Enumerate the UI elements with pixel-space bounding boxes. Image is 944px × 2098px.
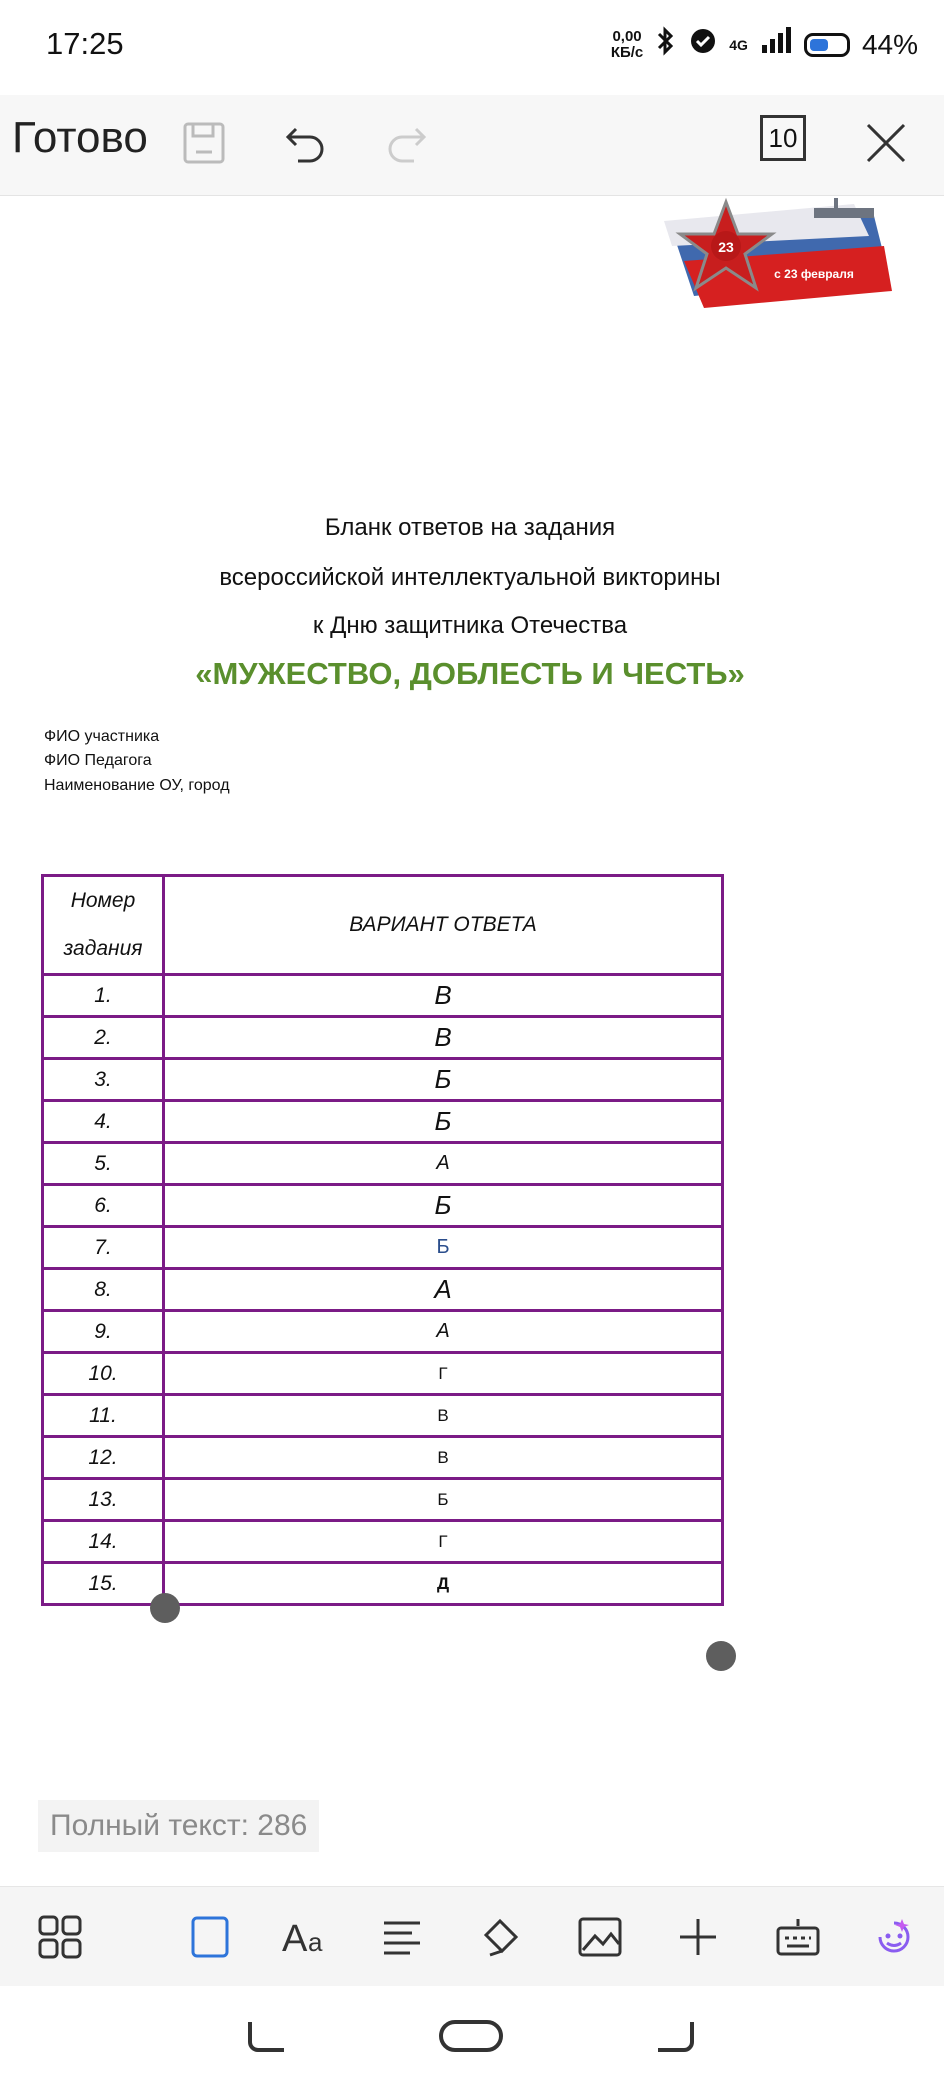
fio-teacher-label: ФИО Педагога [44,752,152,769]
title-line-1: Бланк ответов на задания [324,514,616,541]
status-bar [0,0,944,95]
network-type: 4G [729,36,748,53]
task-number[interactable]: 8. [43,1269,164,1311]
editor-toolbar [0,95,944,196]
network-speed-unit: КБ/с [610,43,644,61]
insert-image-icon[interactable] [574,1911,626,1963]
selection-handle-end[interactable] [706,1641,736,1671]
answer-cell[interactable]: Б [164,1227,723,1269]
table-row [43,1101,723,1143]
answer-cell[interactable]: Б [164,1479,723,1521]
document-page[interactable] [0,196,944,1886]
table-row [43,975,723,1017]
vpn-icon [689,27,717,62]
answer-cell[interactable]: А [164,1143,723,1185]
clock: 17:25 [46,26,124,61]
table-row [43,1059,723,1101]
table-row [43,1017,723,1059]
task-number[interactable]: 4. [43,1101,164,1143]
task-number[interactable]: 2. [43,1017,164,1059]
task-number[interactable]: 1. [43,975,164,1017]
close-icon[interactable] [858,115,914,171]
answer-cell[interactable]: Д [164,1563,723,1605]
header-answer[interactable]: ВАРИАНТ ОТВЕТА [164,876,723,975]
redo-icon[interactable] [378,115,434,171]
word-count-label: Полный текст: 286 [38,1800,319,1852]
table-row [43,1479,723,1521]
answer-cell[interactable]: Б [164,1101,723,1143]
page-count-button[interactable]: 10 [760,115,806,161]
task-number[interactable]: 12. [43,1437,164,1479]
fio-participant-label: ФИО участника [44,728,160,745]
network-speed-value: 0,00 [612,27,642,45]
battery-icon [804,33,850,57]
task-number[interactable]: 15. [43,1563,164,1605]
task-number[interactable]: 7. [43,1227,164,1269]
task-number[interactable]: 14. [43,1521,164,1563]
header-number-line-2: задания [63,937,143,960]
select-frame-icon[interactable] [184,1911,236,1963]
table-row [43,1227,723,1269]
table-row [43,1311,723,1353]
task-number[interactable]: 6. [43,1185,164,1227]
svg-text:23: 23 [718,239,734,255]
task-number[interactable]: 9. [43,1311,164,1353]
answer-cell[interactable]: Г [164,1353,723,1395]
signal-icon [760,27,792,62]
answer-cell[interactable]: Г [164,1521,723,1563]
table-row [43,1563,723,1605]
answer-cell[interactable]: А [164,1311,723,1353]
task-number[interactable]: 10. [43,1353,164,1395]
format-painter-icon[interactable] [474,1911,526,1963]
undo-icon[interactable] [278,115,334,171]
svg-text:A: A [282,1918,308,1959]
keyboard-icon[interactable] [772,1911,824,1963]
answer-cell[interactable]: В [164,1017,723,1059]
network-speed [611,29,643,61]
system-navigation-bar [0,1986,944,2098]
bluetooth-icon [655,26,677,63]
table-row [43,1521,723,1563]
answer-cell[interactable]: А [164,1269,723,1311]
title-line-3: к Дню защитника Отечества [312,612,628,639]
holiday-banner-image [664,196,894,316]
table-row [43,1353,723,1395]
back-icon[interactable] [244,2016,288,2065]
school-label: Наименование ОУ, город [44,777,230,794]
ai-assistant-icon[interactable] [868,1911,920,1963]
answer-cell[interactable]: В [164,1437,723,1479]
answer-cell[interactable]: В [164,975,723,1017]
quiz-motto: «МУЖЕСТВО, ДОБЛЕСТЬ И ЧЕСТЬ» [195,656,745,691]
status-icons [611,26,918,63]
header-number[interactable] [43,876,164,975]
paragraph-align-icon[interactable] [376,1911,428,1963]
table-row [43,1395,723,1437]
answers-table[interactable] [41,874,724,1606]
answer-cell[interactable]: В [164,1395,723,1437]
table-row [43,1185,723,1227]
bottom-toolbar [0,1886,944,1987]
apps-grid-icon[interactable] [34,1911,86,1963]
header-number-line-1: Номер [70,889,136,912]
table-header-row [43,876,723,975]
answer-cell[interactable]: Б [164,1185,723,1227]
selection-handle-start[interactable] [150,1593,180,1623]
table-row [43,1269,723,1311]
save-icon[interactable] [176,115,232,171]
done-button[interactable]: Готово [12,113,148,162]
task-number[interactable]: 11. [43,1395,164,1437]
answer-cell[interactable]: Б [164,1059,723,1101]
task-number[interactable]: 5. [43,1143,164,1185]
add-icon[interactable] [672,1911,724,1963]
title-line-2: всероссийской интеллектуальной викторины [219,564,721,591]
task-number[interactable]: 13. [43,1479,164,1521]
task-number[interactable]: 3. [43,1059,164,1101]
table-row [43,1143,723,1185]
home-icon[interactable] [438,2014,504,2063]
table-row [43,1437,723,1479]
banner-text: с 23 февраля [774,267,854,281]
battery-level: 44% [861,28,918,60]
font-style-icon[interactable] [280,1911,332,1963]
svg-text:a: a [308,1927,323,1957]
recent-apps-icon[interactable] [654,2016,698,2065]
